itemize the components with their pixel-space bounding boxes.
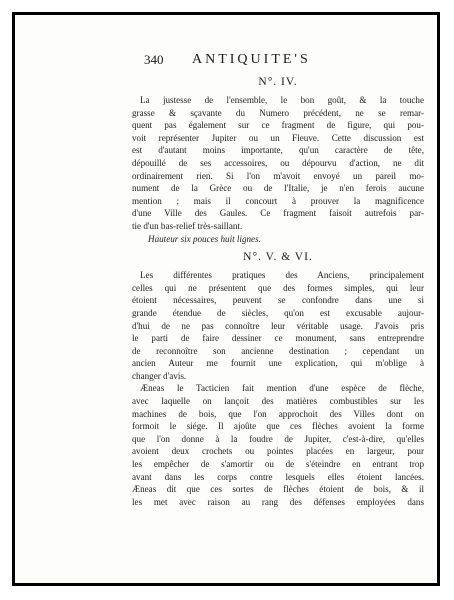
section-iv-paragraph bbox=[132, 94, 424, 233]
text-line: machines de bois, que l'on approchoit des Villes dont on bbox=[132, 408, 424, 419]
text-line: quent pas également sur ce fragment de figure, qui pou- bbox=[132, 120, 424, 131]
dimension-note: Hauteur six pouces huit lignes. bbox=[148, 233, 261, 244]
text-line: les met avec raison au rang des défenses employées dans bbox=[132, 496, 424, 507]
section-v-vi-paragraph-1 bbox=[132, 269, 424, 382]
text-line: La justesse de l'ensemble, le bon goût, & la touche bbox=[140, 95, 424, 105]
running-header bbox=[132, 52, 424, 70]
text-line: changer d'avis. bbox=[132, 370, 187, 381]
text-line: grande étendue de siècles, qu'on est excusable aujour- bbox=[132, 307, 424, 318]
text-line: d'une Ville des Gaules. Ce fragment faisoit autrefois par- bbox=[132, 208, 424, 219]
text-line: voit représenter Jupiter ou un Fleuve. Cette discussion est bbox=[132, 132, 424, 143]
text-line: est d'autant moins importante, qu'un caractère de tête, bbox=[132, 145, 424, 156]
text-line: ancien Auteur me fournit une explication, qui m'oblige à bbox=[132, 358, 424, 369]
text-line: le parti de faire dessiner ce monument, sans entreprendre bbox=[132, 333, 424, 344]
text-line: d'hui de ne pas connoître leur véritable usage. J'avois pris bbox=[132, 320, 424, 331]
text-line: avec laquelle on lançoit des matières combustibles sur les bbox=[132, 396, 424, 407]
section-heading-v-vi: N°. V. & VI. bbox=[243, 251, 313, 264]
text-line: Æneas le Tacticien fait mention d'une espèce de flèche, bbox=[140, 383, 424, 394]
section-heading-iv: N°. IV. bbox=[258, 76, 298, 88]
text-line: les empêcher de s'amortir ou de s'éteindre en entrant trop bbox=[132, 459, 424, 470]
text-line: celles qui ne présentent que des formes simples, qui leur bbox=[132, 282, 424, 293]
text-line: dépouillé de ses accessoires, ou dépourvu d'action, ne dit bbox=[132, 157, 424, 168]
text-line: mention ; mais il concourt à prouver la magnificence bbox=[132, 195, 424, 206]
text-line: avant dans les corps contre lesquels elles étoient lancées. bbox=[132, 471, 424, 482]
page-number: 340 bbox=[144, 52, 164, 67]
section-v-vi-paragraph-2 bbox=[132, 382, 424, 508]
running-title: ANTIQUITE'S bbox=[192, 52, 311, 67]
text-line: que l'on donne à la foudre de Jupiter, c'est-à-dire, qu'elles bbox=[132, 433, 424, 444]
text-line: de reconnoître son ancienne destination ; cependant un bbox=[132, 345, 424, 356]
book-page bbox=[132, 52, 424, 508]
text-line: Les différentes pratiques des Anciens, principalement bbox=[140, 270, 424, 281]
text-line: Æneas dit que ces sortes de flèches étoient de bois, & il bbox=[132, 484, 424, 495]
text-line: tie d'un bas-relief très-saillant. bbox=[132, 220, 243, 231]
text-line: formoit le siége. Il ajoûte que ces flèches avoient la forme bbox=[132, 421, 424, 432]
text-line: étoient nécessaires, peuvent se confondre dans une si bbox=[132, 295, 424, 306]
text-line: avoient deux crochets ou pointes placées en largeur, pour bbox=[132, 446, 424, 457]
text-line: ordinairement rien. Si l'on m'avoit envoyé un pareil mo- bbox=[132, 170, 424, 181]
text-line: grasse & sçavante du Numero précédent, ne se remar- bbox=[132, 107, 424, 118]
text-line: nument de la Grèce ou de l'Italie, je n'en ferois aucune bbox=[132, 183, 424, 194]
